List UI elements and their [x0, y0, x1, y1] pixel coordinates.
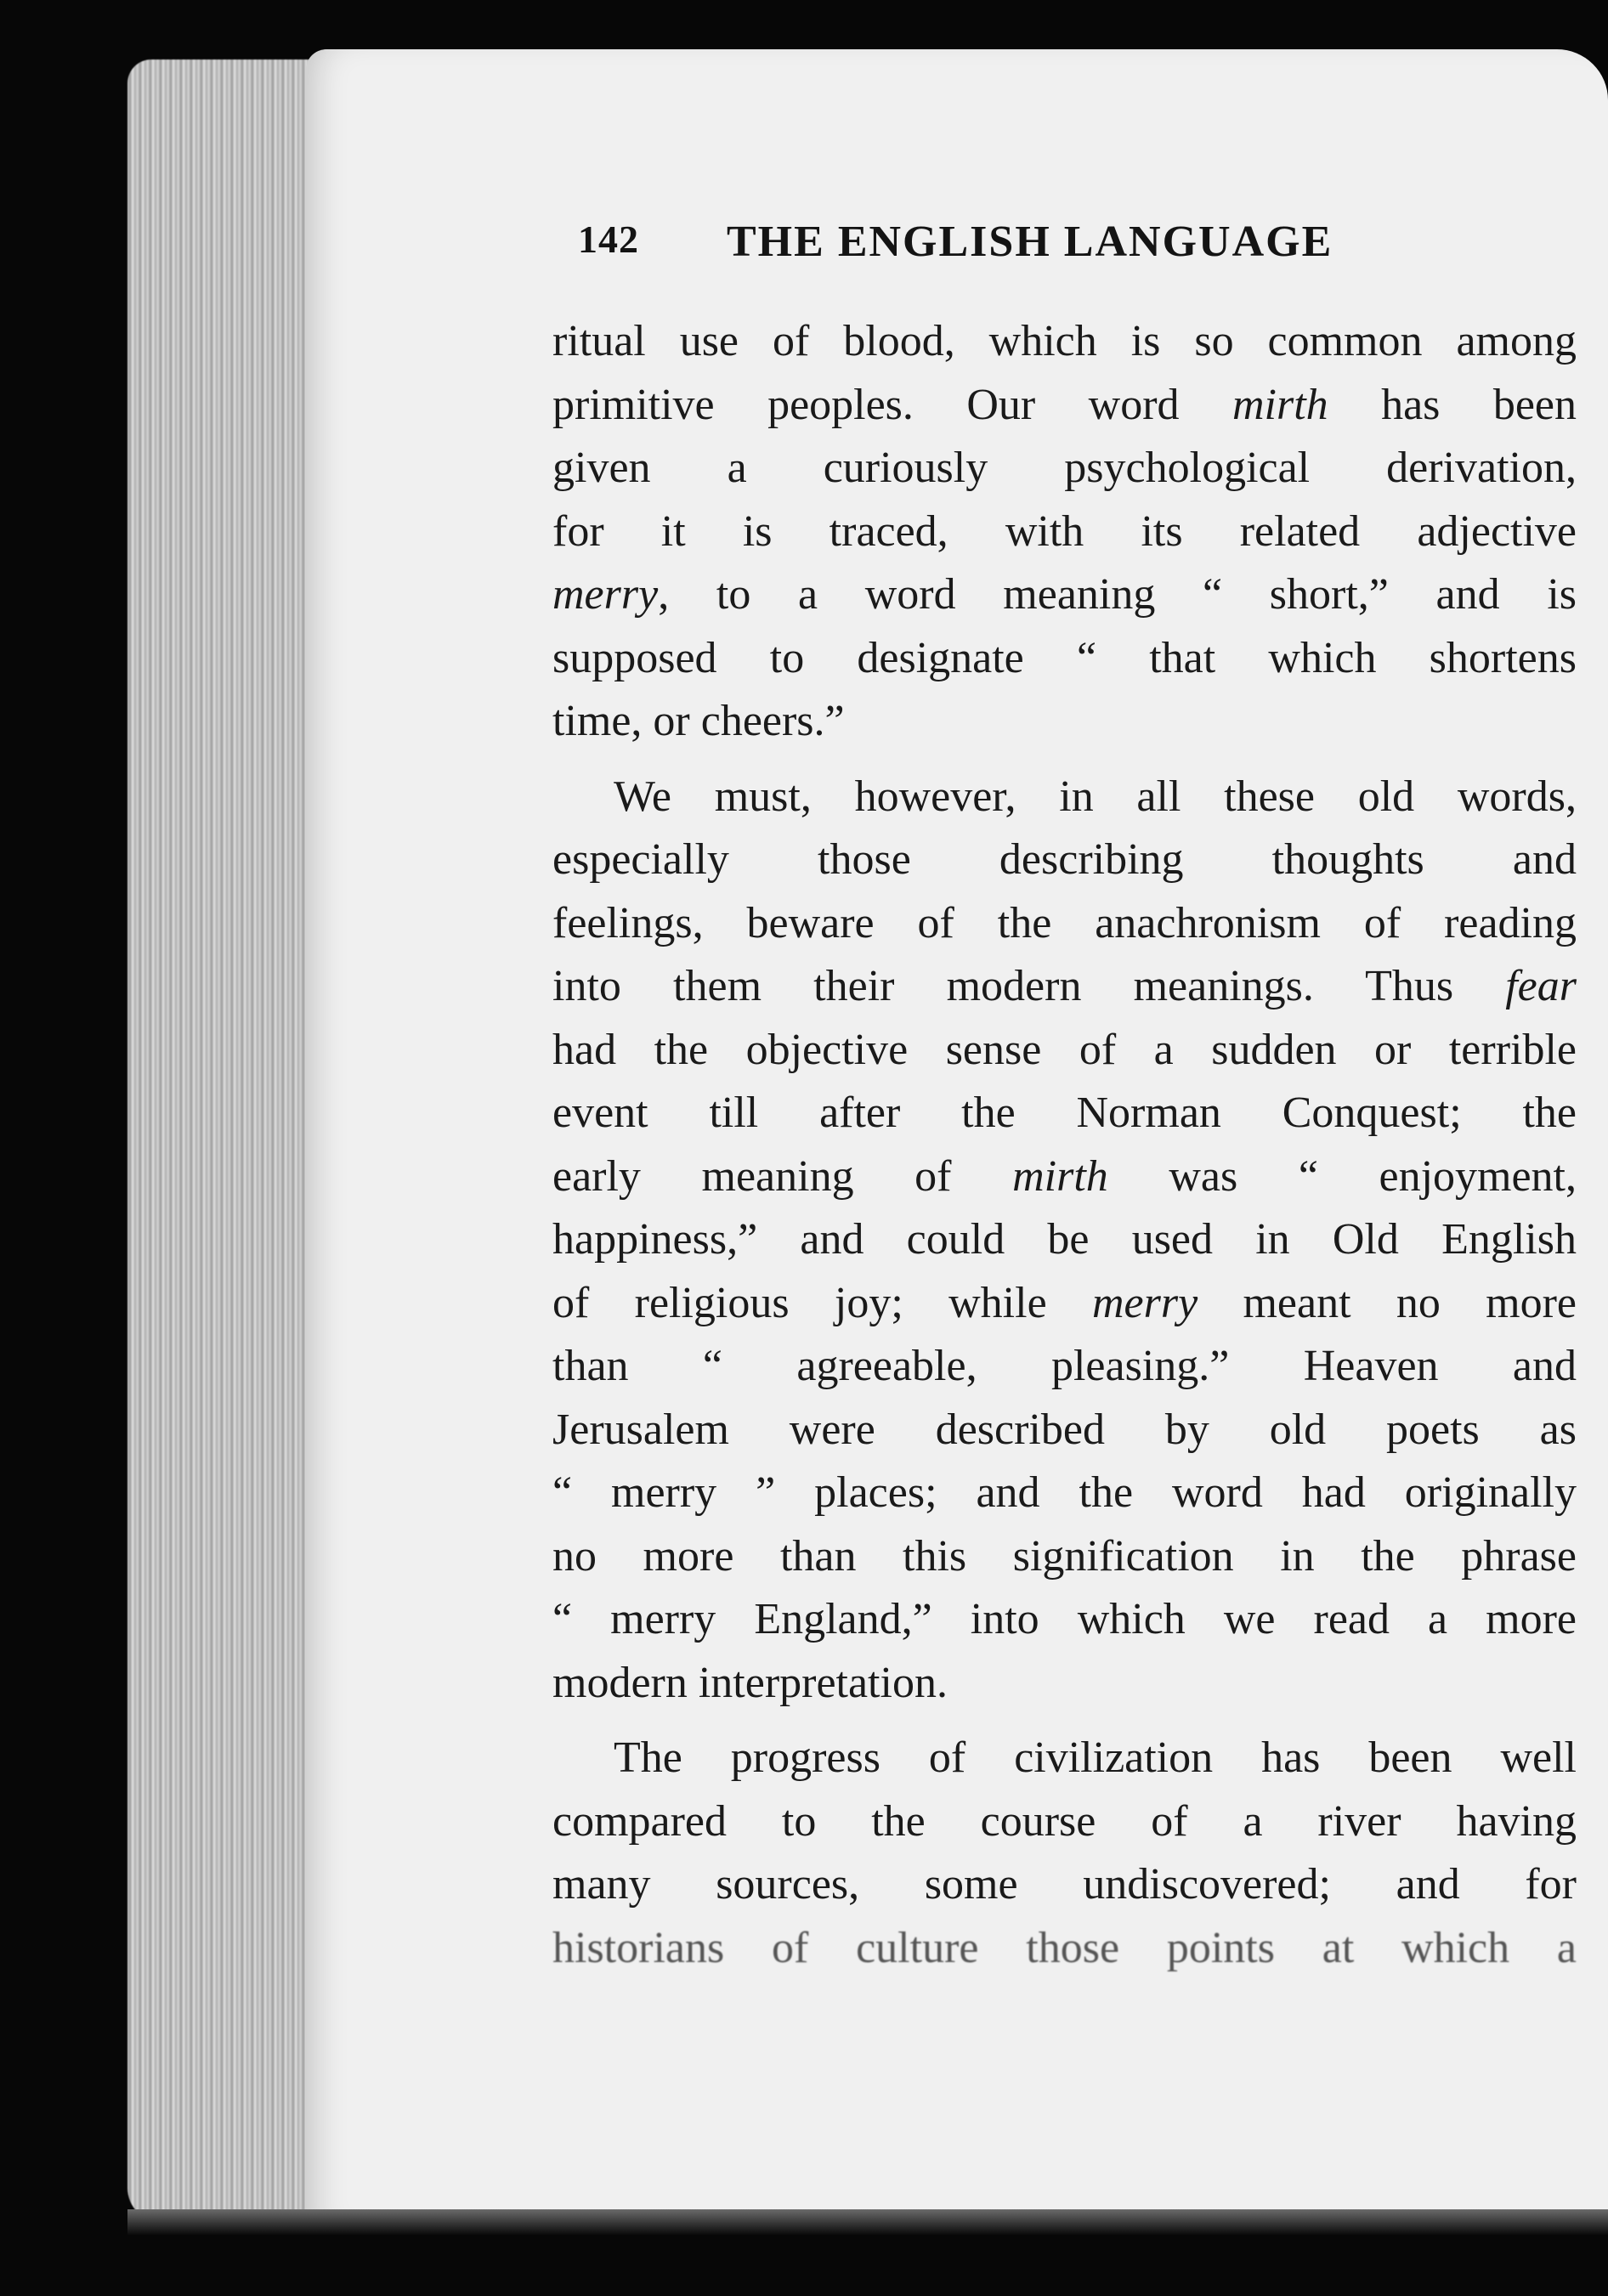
italic-word: fear — [1505, 962, 1577, 1010]
text-line: for it is traced, with its related adjective — [552, 506, 1577, 556]
italic-word: mirth — [1012, 1151, 1108, 1201]
text-line: ritual use of blood, which is so common among — [552, 317, 1577, 365]
text-line: historians of culture those points at which a — [552, 1923, 1577, 1972]
text-line: of religious joy; while merry meant no more — [552, 1278, 1577, 1327]
text-line: supposed to designate “ that which shortens — [552, 633, 1577, 682]
text-line: compared to the course of a river having — [552, 1796, 1577, 1846]
text-line: given a curiously psychological derivation, — [552, 444, 1577, 492]
text-line: time, or cheers.” — [552, 697, 845, 745]
text-line: Jerusalem were described by old poets as — [552, 1405, 1577, 1454]
page-edges — [127, 59, 323, 2222]
text-line: “ merry ” places; and the word had originally — [552, 1468, 1577, 1517]
text-line: “ merry England,” into which we read a more — [552, 1595, 1577, 1643]
text-line: primitive peoples. Our word mirth has been — [552, 380, 1577, 429]
text-line: early meaning of mirth was “ enjoyment, — [552, 1151, 1577, 1201]
text-line: happiness,” and could be used in Old English — [552, 1215, 1577, 1264]
body-text — [552, 310, 1577, 1980]
italic-word: mirth — [1231, 380, 1328, 429]
page-bottom-shadow — [127, 2209, 1608, 2235]
text-line: many sources, some undiscovered; and for — [552, 1860, 1577, 1909]
text-line: into them their modern meanings. Thus fear — [552, 962, 1577, 1010]
text-line: had the objective sense of a sudden or terrible — [552, 1025, 1577, 1074]
text-line: no more than this signification in the phrase — [552, 1531, 1577, 1581]
running-title: THE ENGLISH LANGUAGE — [727, 218, 1333, 266]
text-line: event till after the Norman Conquest; the — [552, 1089, 1577, 1137]
page-number: 142 — [578, 218, 639, 261]
page-header — [578, 217, 1572, 276]
text-line: merry, to a word meaning “ short,” and is — [552, 570, 1577, 619]
text-line: feelings, beware of the anachronism of reading — [552, 898, 1577, 947]
text-line: modern interpretation. — [552, 1658, 948, 1707]
italic-word: merry — [1091, 1278, 1198, 1327]
text-line: We must, however, in all these old words, — [614, 772, 1577, 821]
italic-word: merry — [552, 570, 659, 619]
text-line: especially those describing thoughts and — [552, 835, 1577, 884]
text-line: The progress of civilization has been well — [614, 1733, 1577, 1782]
text-line: than “ agreeable, pleasing.” Heaven and — [552, 1342, 1577, 1390]
